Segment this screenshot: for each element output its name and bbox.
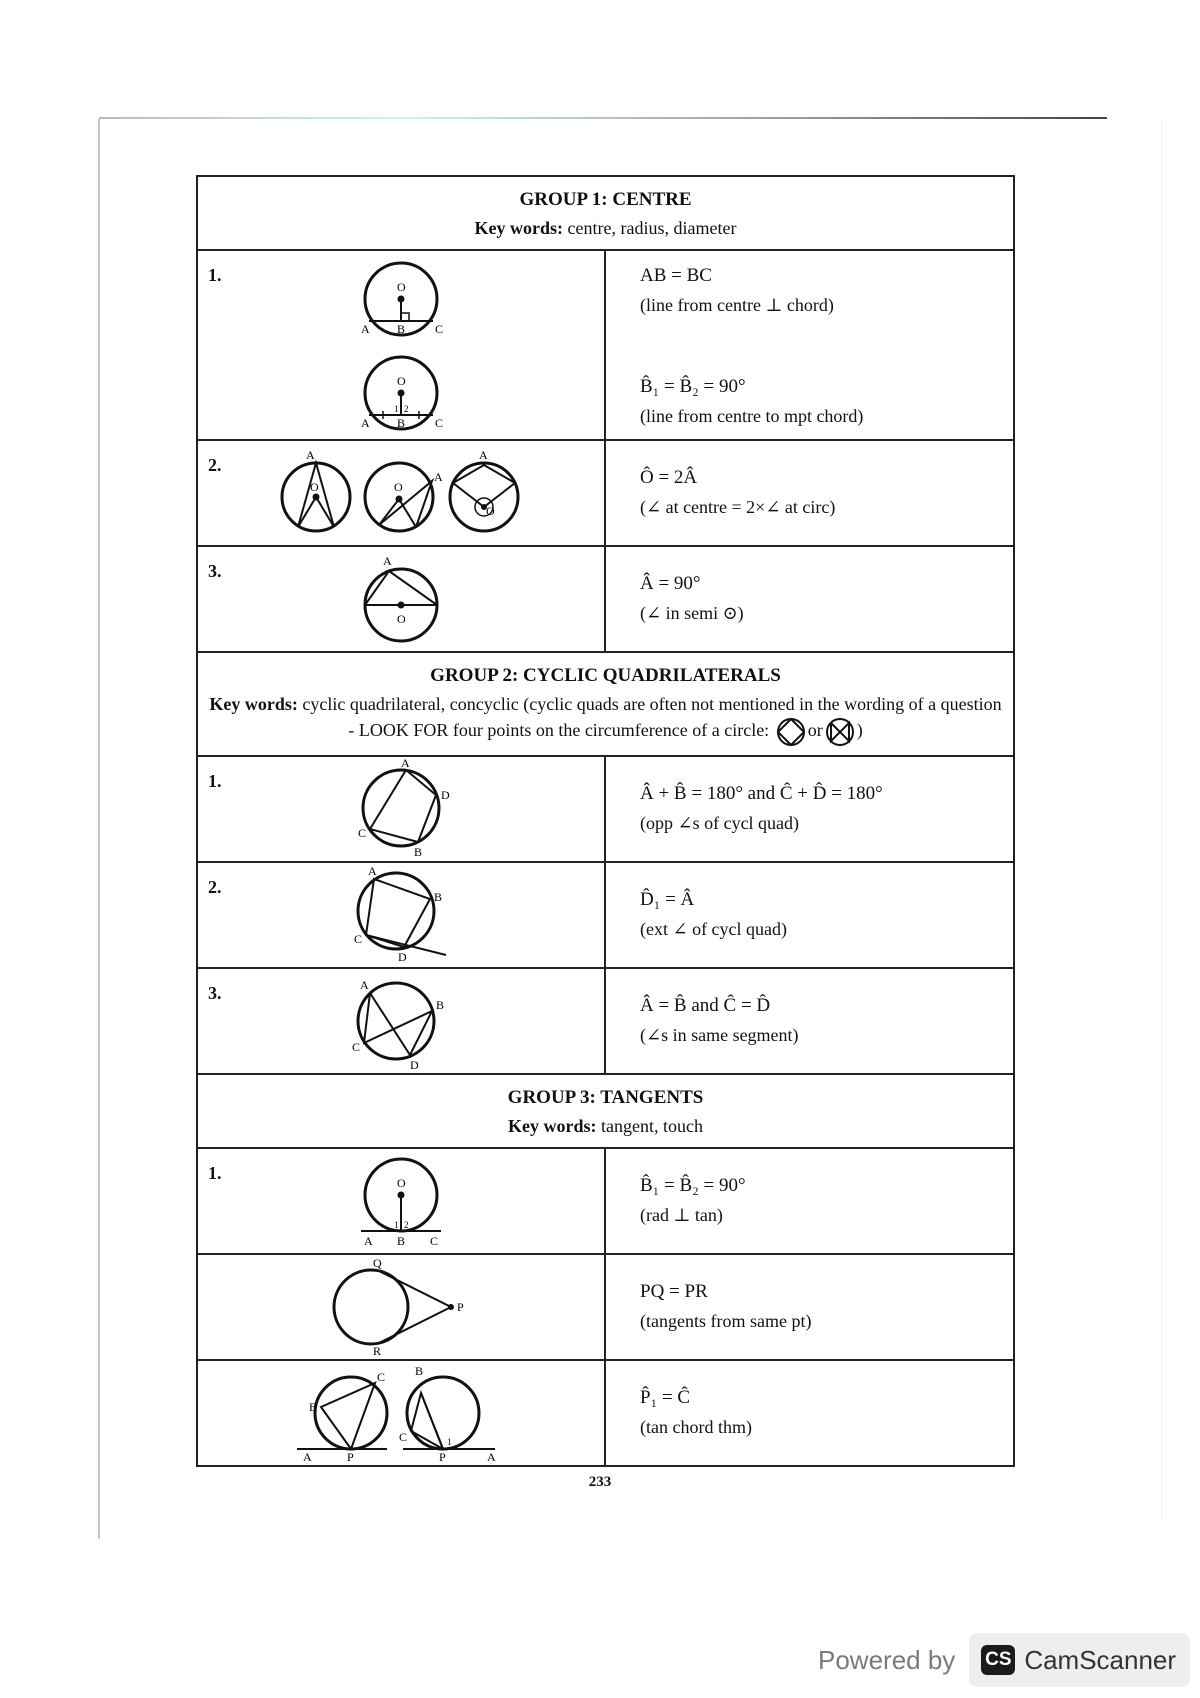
theorem-expression: B̂₁ = B̂₂ = 90° <box>640 376 746 397</box>
theorem-expression: Â = B̂ and Ĉ = D̂ <box>640 995 771 1016</box>
group-1-key-label: Key words: <box>474 218 564 238</box>
cyclic-quad-opposite-angles-diagram <box>346 757 456 859</box>
group-2-key-text: cyclic quadrilateral, concyclic (cyclic quads are often not mentioned in the wording of a question - LOOK FOR four points on the circumference of a circle: <box>302 694 1002 741</box>
camscanner-brand: CamScanner <box>1024 1644 1177 1675</box>
theorem-reason: (∠ at centre = 2×∠ at circ) <box>640 497 836 517</box>
powered-by-text: Powered by <box>818 1644 956 1675</box>
label-a: A <box>401 757 410 770</box>
group-3-key-label: Key words: <box>508 1116 597 1136</box>
label-a: A <box>383 554 392 568</box>
scan-edge-left <box>98 119 100 1539</box>
label-c: C <box>435 416 444 430</box>
label-c: C <box>352 1040 361 1054</box>
theorem-reason: (tangents from same pt) <box>640 1311 812 1331</box>
label-b: B <box>397 416 406 430</box>
label-o: O <box>310 480 319 494</box>
label-c: C <box>358 826 367 840</box>
group-1-row-2-statement <box>605 440 1014 546</box>
group-1-key-text: centre, radius, diameter <box>567 218 737 238</box>
label-a: A <box>361 416 370 430</box>
theorem-reason: (ext ∠ of cycl quad) <box>640 919 788 939</box>
group-2-row-3-statement <box>605 968 1014 1074</box>
row-number: 1. <box>208 771 222 791</box>
label-a: A <box>368 864 377 878</box>
group-2-row-2-figure <box>197 862 605 968</box>
theorem-expression: AB = BC <box>640 265 712 286</box>
theorem-reason: (tan chord thm) <box>640 1417 752 1437</box>
theorem-expression: B̂₁ = B̂₂ = 90° <box>640 1175 746 1196</box>
page-number: 233 <box>588 1474 612 1490</box>
label-a: A <box>306 448 315 462</box>
camscanner-logo-icon: CS <box>981 1645 1015 1675</box>
label-b: B <box>434 890 443 904</box>
label-d: D <box>398 950 407 964</box>
label-o: O <box>486 504 495 518</box>
label-a: A <box>364 1234 373 1248</box>
label-a: A <box>487 1450 496 1463</box>
group-2-row-3-figure <box>197 968 605 1074</box>
label-2: 2 <box>404 404 409 414</box>
label-o: O <box>397 1176 406 1190</box>
cyclic-quad-exterior-angle-diagram <box>346 863 456 965</box>
group-2-key-close: ) <box>856 720 863 741</box>
group-1-row-2-figure <box>197 440 605 546</box>
theorem-reason: (∠ in semi ⊙) <box>640 603 744 623</box>
group-2-row-2-statement <box>605 862 1014 968</box>
label-o: O <box>394 480 403 494</box>
tan-chord-theorem-diagram <box>291 1361 511 1463</box>
label-p: P <box>347 1450 354 1463</box>
label-d: D <box>441 788 450 802</box>
same-segment-angles-diagram <box>346 969 456 1071</box>
theorem-expression: Â + B̂ = 180° and Ĉ + D̂ = 180° <box>640 783 883 804</box>
group-3-row-1-statement <box>605 1148 1014 1254</box>
theorems-table <box>196 175 1015 1467</box>
theorem-expression: Ô = 2Â <box>640 467 698 488</box>
theorem-reason: (line from centre to mpt chord) <box>640 406 864 426</box>
label-b: B <box>309 1400 318 1414</box>
label-o: O <box>397 280 406 294</box>
group-3-row-3-statement <box>605 1360 1014 1466</box>
label-c: C <box>399 1430 408 1444</box>
group-3-header <box>197 1074 1014 1148</box>
tangents-from-point-diagram <box>321 1255 481 1357</box>
radius-tangent-diagram <box>346 1149 456 1251</box>
cyclic-quad-icon <box>774 717 808 747</box>
scan-edge-top <box>99 117 1107 119</box>
group-3-key-text: tangent, touch <box>601 1116 703 1136</box>
group-2-header <box>197 652 1014 756</box>
group-3-title: GROUP 3: TANGENTS <box>507 1087 704 1108</box>
crossed-chords-icon <box>823 717 857 747</box>
camscanner-watermark <box>818 1633 1190 1687</box>
group-2-title: GROUP 2: CYCLIC QUADRILATERALS <box>430 665 781 686</box>
label-c: C <box>354 932 363 946</box>
label-1: 1 <box>447 1437 452 1447</box>
group-1-title: GROUP 1: CENTRE <box>519 189 692 210</box>
label-c: C <box>377 1370 386 1384</box>
group-3-row-1-figure <box>197 1148 605 1254</box>
group-3-row-3-figure <box>197 1360 605 1466</box>
label-c: C <box>435 322 444 336</box>
label-q: Q <box>373 1256 382 1270</box>
group-2-keywords <box>198 691 1013 755</box>
theorem-reason: (rad ⊥ tan) <box>640 1205 723 1225</box>
label-b: B <box>397 1234 406 1248</box>
group-1-header <box>197 176 1014 250</box>
theorem-reason: (∠s in same segment) <box>640 1025 799 1045</box>
theorem-reason: (opp ∠s of cycl quad) <box>640 813 800 833</box>
theorem-expression: PQ = PR <box>640 1281 708 1302</box>
row-number: 2. <box>208 455 222 475</box>
label-a: A <box>479 448 488 462</box>
label-o: O <box>397 374 406 388</box>
label-a: A <box>434 470 443 484</box>
group-1-row-3-statement <box>605 546 1014 652</box>
row-number: 1. <box>208 1163 222 1183</box>
label-o: O <box>397 612 406 626</box>
label-c: C <box>430 1234 439 1248</box>
label-b: B <box>397 322 406 336</box>
theorem-reason: (line from centre ⊥ chord) <box>640 295 834 315</box>
group-3-row-2-figure <box>197 1254 605 1360</box>
label-a: A <box>303 1450 312 1463</box>
group-3-keywords <box>198 1113 1013 1147</box>
group-2-key-label: Key words: <box>209 694 298 714</box>
scan-edge-right <box>1161 120 1162 1520</box>
angle-in-semicircle-diagram <box>351 547 451 647</box>
label-1: 1 <box>394 404 399 414</box>
perpendicular-chord-diagram <box>331 251 471 437</box>
theorem-expression: P̂₁ = Ĉ <box>640 1387 691 1408</box>
row-number: 3. <box>208 983 222 1003</box>
label-b: B <box>414 845 423 859</box>
row-number: 1. <box>208 265 222 285</box>
group-2-row-1-statement <box>605 756 1014 862</box>
label-1: 1 <box>394 1220 399 1230</box>
label-b: B <box>415 1364 424 1378</box>
label-p: P <box>457 1300 464 1314</box>
label-d: D <box>410 1058 419 1071</box>
group-1-keywords <box>198 215 1013 249</box>
label-a: A <box>361 322 370 336</box>
group-3-row-2-statement <box>605 1254 1014 1360</box>
label-2: 2 <box>404 1220 409 1230</box>
group-1-row-1-statement <box>605 250 1014 440</box>
group-2-key-or: or <box>807 720 823 741</box>
label-p: P <box>439 1450 446 1463</box>
label-r: R <box>373 1344 382 1357</box>
camscanner-badge <box>969 1633 1190 1687</box>
row-number: 3. <box>208 561 222 581</box>
group-1-row-3-figure <box>197 546 605 652</box>
group-2-row-1-figure <box>197 756 605 862</box>
group-1-row-1-figure <box>197 250 605 440</box>
label-b: B <box>436 998 445 1012</box>
row-number: 2. <box>208 877 222 897</box>
angle-at-centre-diagram <box>276 441 526 541</box>
label-a: A <box>360 978 369 992</box>
theorem-expression: Â = 90° <box>640 573 701 594</box>
theorem-expression: D̂₁ = Â <box>640 889 695 910</box>
